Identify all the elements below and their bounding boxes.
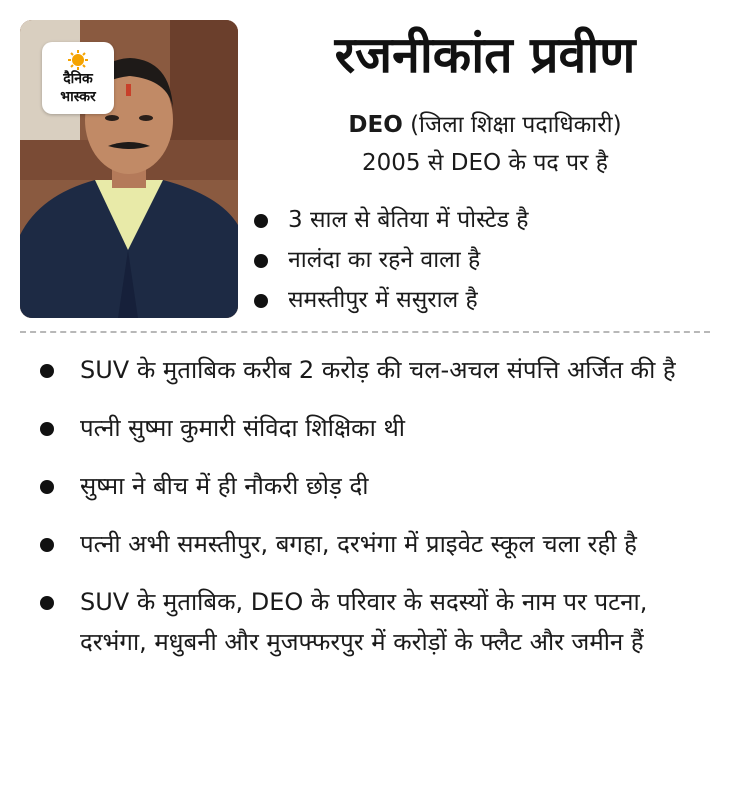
profile-facts-list xyxy=(252,200,528,320)
bullet-icon xyxy=(254,254,268,268)
fact-text: 3 साल से बेतिया में पोस्टेड है xyxy=(288,207,529,233)
profile-fact xyxy=(252,240,528,280)
bullet-icon xyxy=(40,364,54,378)
dashed-divider xyxy=(20,331,710,333)
bullet-icon xyxy=(254,214,268,228)
role-abbr: DEO xyxy=(348,112,403,138)
detail-text: पत्नी सुष्मा कुमारी संविदा शिक्षिका थी xyxy=(80,414,405,442)
role-full: (जिला शिक्षा पदाधिकारी) xyxy=(402,112,622,138)
detail-text: पत्नी अभी समस्तीपुर, बगहा, दरभंगा में प्राइवेट स्कूल चला रही है xyxy=(80,530,637,558)
detail-text: SUV के मुताबिक करीब 2 करोड़ की चल-अचल संपत्ति अर्जित की है xyxy=(80,356,676,384)
profile-photo xyxy=(20,20,238,318)
fact-text: समस्तीपुर में ससुराल है xyxy=(288,287,478,313)
bullet-icon xyxy=(40,538,54,552)
detail-item xyxy=(36,582,716,662)
details-list xyxy=(36,350,716,680)
dainik-bhaskar-logo xyxy=(42,42,114,114)
bullet-icon xyxy=(40,480,54,494)
detail-item xyxy=(36,350,716,390)
detail-item xyxy=(36,408,716,448)
bullet-icon xyxy=(40,596,54,610)
profile-name: रजनीकांत प्रवीण xyxy=(334,26,636,84)
profile-since: 2005 से DEO के पद पर है xyxy=(362,150,608,176)
profile-fact xyxy=(252,280,528,320)
detail-item xyxy=(36,466,716,506)
logo-line-2: भास्कर xyxy=(60,89,96,105)
profile-role xyxy=(250,108,720,142)
logo-line-1: दैनिक xyxy=(63,71,93,87)
bullet-icon xyxy=(254,294,268,308)
detail-item xyxy=(36,524,716,564)
profile-fact xyxy=(252,200,528,240)
detail-text: SUV के मुताबिक, DEO के परिवार के सदस्यों के नाम पर पटना, दरभंगा, मधुबनी और मुजफ्फरपुर में करोड़ों के फ्लैट और जमीन हैं xyxy=(80,588,648,656)
detail-text: सुष्मा ने बीच में ही नौकरी छोड़ दी xyxy=(80,472,369,500)
bullet-icon xyxy=(40,422,54,436)
sun-icon xyxy=(68,50,88,70)
fact-text: नालंदा का रहने वाला है xyxy=(288,247,481,273)
